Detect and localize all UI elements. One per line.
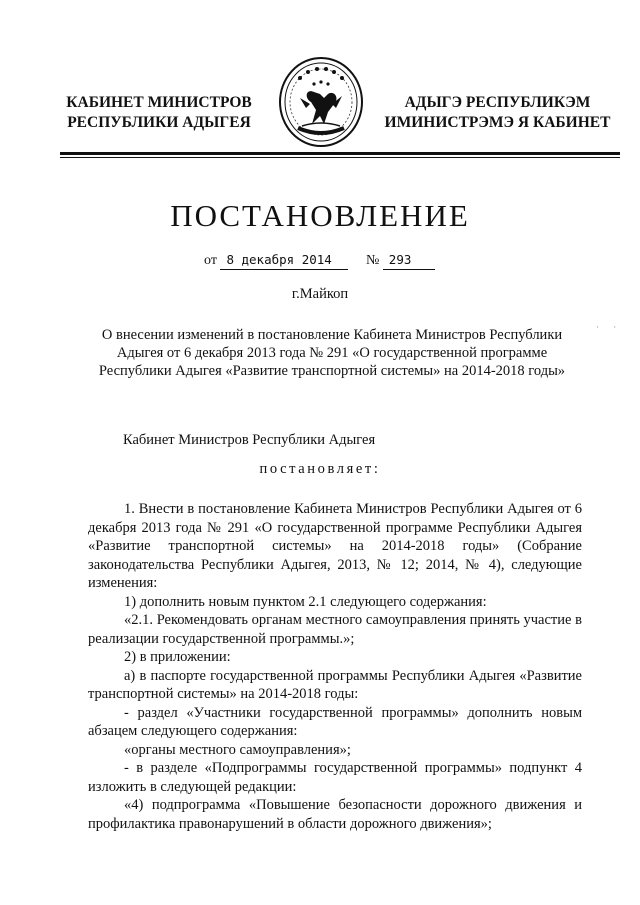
paragraph: 1. Внести в постановление Кабинета Министров Республики Адыгея от 6 декабря 2013 года № 291 «О государственной программе Республики Адыгея «Развитие транспортной системы» на 2014-2018 годы» (Собрание законодательства Республики Адыгея, 2013, № 12; 2014, № 4), следующие изменения:	[88, 501, 582, 591]
date-prefix: от	[204, 253, 217, 268]
header-divider-thin	[60, 157, 620, 158]
number-prefix: №	[365, 253, 380, 268]
paragraph: - раздел «Участники государственной программы» дополнить новым абзацем следующего содержания:	[88, 704, 582, 739]
document-subject: О внесении изменений в постановление Кабинета Министров Республики Адыгея от 6 декабря 2013 года № 291 «О государственной программе Республики Адыгея «Развитие транспортной системы» на 2014-2018 годы»	[98, 327, 566, 379]
republic-emblem-icon	[276, 54, 366, 150]
document-number: 293	[383, 251, 435, 270]
header-left-line-1: КАБИНЕТ МИНИСТРОВ	[66, 94, 252, 111]
document-body	[88, 500, 582, 833]
paragraph: «4) подпрограмма «Повышение безопасности дорожного движения и профилактика правонарушений в области дорожного движения»;	[88, 797, 582, 832]
header-divider-thick	[60, 152, 620, 155]
decree-word: постановляет:	[259, 461, 381, 477]
scan-specks: · ·	[596, 322, 623, 332]
paragraph: - в разделе «Подпрограммы государственной программы» подпункт 4 изложить в следующей редакции:	[88, 760, 582, 795]
paragraph: «2.1. Рекомендовать органам местного самоуправления принять участие в реализации государственной программы.»;	[88, 612, 582, 647]
paragraph: 2) в приложении:	[124, 649, 231, 665]
document-date: 8 декабря 2014	[220, 251, 348, 270]
paragraph: а) в паспорте государственной программы Республики Адыгея «Развитие транспортной системы» на 2014-2018 годы:	[88, 667, 582, 702]
header-right-line-1: АДЫГЭ РЕСПУБЛИКЭМ	[404, 94, 591, 111]
city: г.Майкоп	[291, 286, 349, 302]
header-left-line-2: РЕСПУБЛИКИ АДЫГЕЯ	[67, 114, 251, 131]
date-number-line	[204, 251, 435, 270]
header-left	[48, 93, 270, 133]
document-title: ПОСТАНОВЛЕНИЕ	[170, 198, 470, 233]
header-right	[375, 93, 620, 133]
paragraph: 1) дополнить новым пунктом 2.1 следующего содержания:	[124, 593, 487, 610]
header-right-line-2: ИМИНИСТРЭМЭ Я КАБИНЕТ	[384, 114, 611, 131]
paragraph: «органы местного самоуправления»;	[124, 741, 351, 758]
issuer: Кабинет Министров Республики Адыгея	[123, 432, 376, 448]
